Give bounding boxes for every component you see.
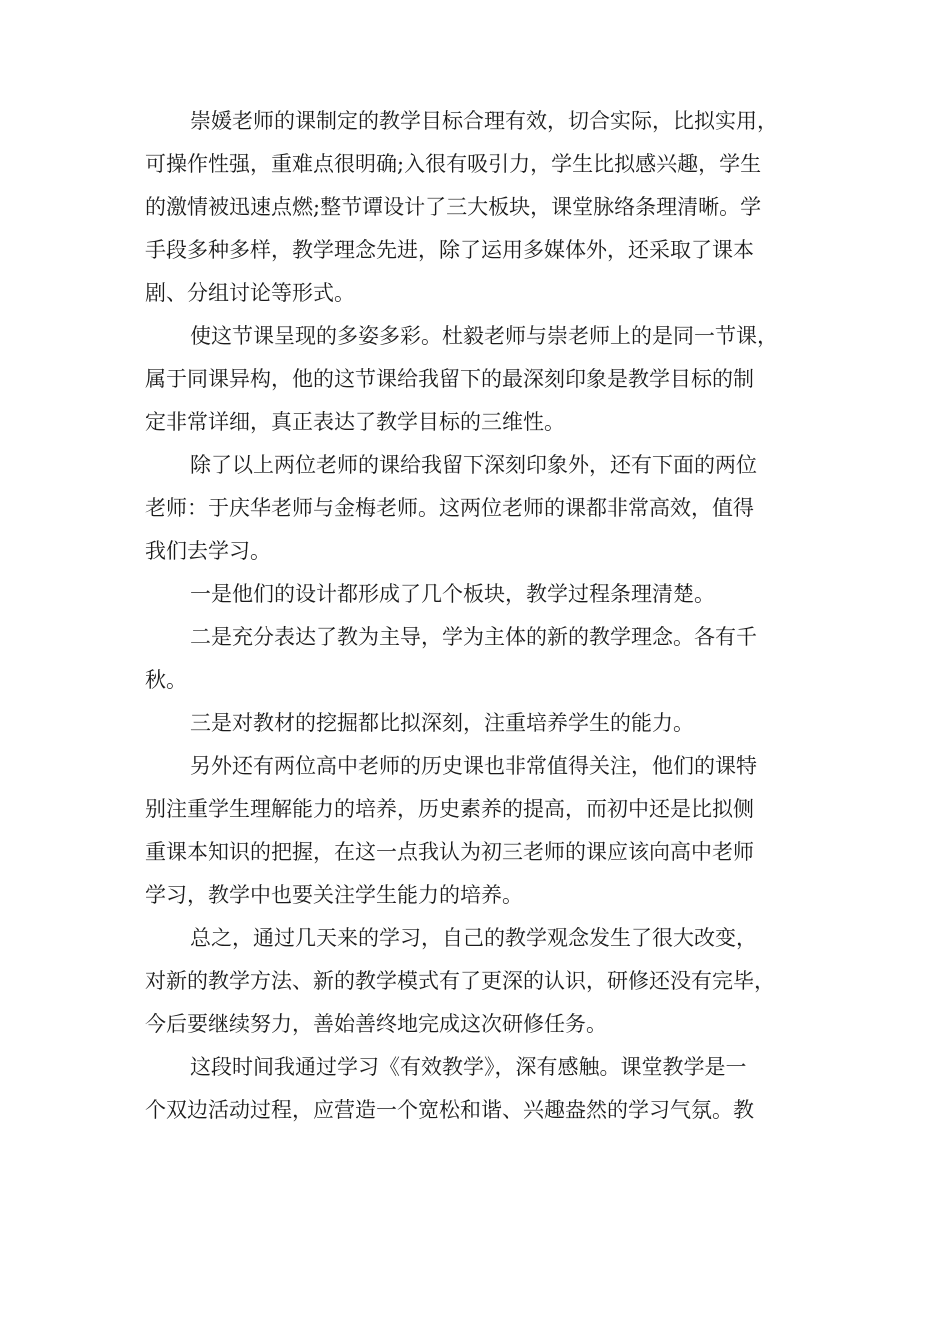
text-line: 手段多种多样，教学理念先进，除了运用多媒体外，还采取了课本 [145,238,754,262]
text-line: 崇媛老师的课制定的教学目标合理有效，切合实际，比拟实用， [190,109,778,133]
text-line: 今后要继续努力，善始善终地完成这次研修任务。 [145,1012,607,1036]
text-line: 学习，教学中也要关注学生能力的培养。 [145,883,523,907]
text-line: 对新的教学方法、新的教学模式有了更深的认识，研修还没有完毕， [145,969,775,993]
text-line: 属于同课异构，他的这节课给我留下的最深刻印象是教学目标的制 [145,367,754,391]
text-line: 三是对教材的挖掘都比拟深刻，注重培养学生的能力。 [190,711,694,735]
text-line: 一是他们的设计都形成了几个板块，教学过程条理清楚。 [190,582,715,606]
text-line: 二是充分表达了教为主导，学为主体的新的教学理念。各有千 [190,625,757,649]
text-line: 这段时间我通过学习《有效教学》，深有感触。课堂教学是一 [190,1055,747,1079]
text-line: 别注重学生理解能力的培养，历史素养的提高，而初中还是比拟侧 [145,797,754,821]
text-line: 除了以上两位老师的课给我留下深刻印象外，还有下面的两位 [190,453,757,477]
text-line: 另外还有两位高中老师的历史课也非常值得关注，他们的课特 [190,754,757,778]
document-body [145,100,845,1132]
text-line: 定非常详细，真正表达了教学目标的三维性。 [145,410,565,434]
text-line: 我们去学习。 [145,539,271,563]
text-line: 重课本知识的把握，在这一点我认为初三老师的课应该向高中老师 [145,840,754,864]
text-line: 使这节课呈现的多姿多彩。杜毅老师与崇老师上的是同一节课， [190,324,778,348]
text-line: 可操作性强，重难点很明确;入很有吸引力，学生比拟感兴趣，学生 [145,152,762,176]
text-line: 剧、分组讨论等形式。 [145,281,355,305]
text-line: 秋。 [145,668,187,692]
text-line: 老师：于庆华老师与金梅老师。这两位老师的课都非常高效，值得 [145,496,754,520]
text-line: 个双边活动过程，应营造一个宽松和谐、兴趣盎然的学习气氛。教 [145,1098,754,1122]
text-line: 的激情被迅速点燃;整节谭设计了三大板块，课堂脉络条理清晰。学 [145,195,762,219]
text-line: 总之，通过几天来的学习，自己的教学观念发生了很大改变， [190,926,757,950]
